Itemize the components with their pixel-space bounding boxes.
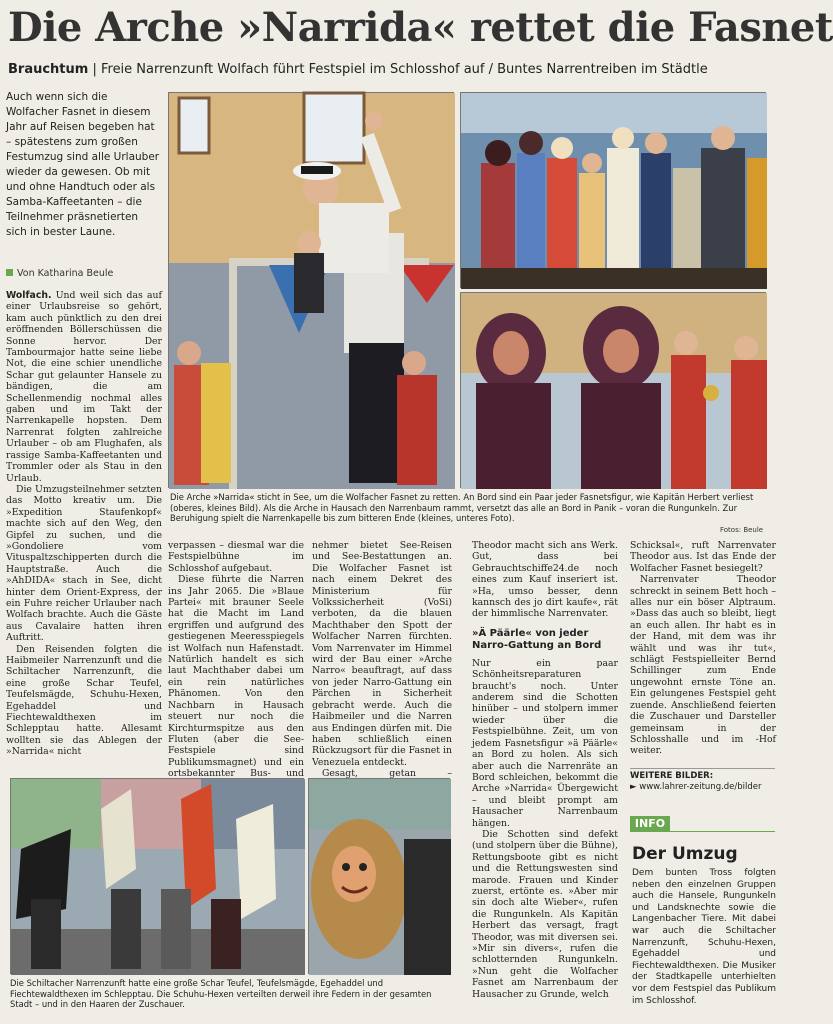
article-column-3 — [312, 540, 452, 780]
more-photos-heading: WEITERE BILDER: — [630, 768, 775, 782]
dateline: Wolfach. — [6, 290, 52, 301]
byline — [6, 268, 162, 279]
col4-paragraph-3: Die Schotten sind defekt (und stolpern über die Bühne), Rettungsboote gibt es nicht und die Rettungswesten sind marode. Frauen und Kinder zuerst, ertönte es. »Aber mir sin doch alte Wieber«, rufen die Rungunkeln. Als Kapitän Herbert das versagt, fragt Theodor, was mit diversen sei. »Mir sin divers«, rufen die schlotternden Rungunkeln. »Nun geht die Wolfacher Fasnet am Narrenbaum der Hausacher zu Grunde, welch — [472, 828, 618, 1000]
col1-paragraph-1: Und weil sich das auf einer Urlaubsreise so gehört, kam auch pünktlich zu den drei eröffnenden Böllerschüssen die Sonne hervor. Der Tambourmajor hatte seine liebe Not, die eine schier unendliche Schar gut gelaunter Hansele zu bändigen, die am Schellenmendig nochmal alles gaben und im Takt der Narrenkapelle hopsten. Dem Narrenrat folgten zahlreiche Urlauber – ob am Flughafen, als rassige Samba-Kaffeetanten und Trommler oder als Stau in den Urlaub. — [6, 290, 162, 484]
col4-subheading: »Ä Päärle« von jeder Narro-Gattung an Bord — [472, 627, 602, 651]
photo-credit: Fotos: Beule — [720, 526, 764, 534]
info-divider — [670, 831, 775, 832]
info-text: Dem bunten Tross folgten neben den einzelnen Gruppen auch die Hansele, Rungunkeln und Landsknechte sowie die Langenbacher Tiere. Mit dabei war auch die Schiltacher Narrenzunft, Schuhu-Hexen, Egehaddel und Fiechtewaldthexen. Die Musiker der Stadtkapelle unterhielten vor dem Festspiel das Publikum im Schlosshof. — [632, 868, 776, 1006]
info-badge: INFO — [630, 816, 670, 832]
col4-paragraph-1: Theodor macht sich ans Werk. Gut, dass bei Gebrauchtschiffe24.de noch eines zum Kauf inseriert ist. »Ha, umso besser, denn kannsch des jo dirt kaufe«, rät der himmlische Narrenvater. — [472, 540, 618, 620]
photo-schuhu-mask — [308, 778, 450, 974]
byline-marker-icon — [6, 269, 13, 276]
col1-paragraph-2: Die Umzugsteilnehmer setzten das Motto kreativ um. Die »Expedition Staufenkopf« machte sich auf den Weg, den Gipfel zu suchen, und die »Gondoliere vom Vituspaltzschipperten durch die Hauptstraße. Auch die »AhDIDA« stach in See, dicht hinter dem Orient-Express, der ein Fuhre reicher Urlauber nach Wolfach brachte. Auch die Gäste aus Cavalaire hatten ihren Auftritt. — [6, 483, 162, 644]
photo-flag-parade-image — [11, 779, 305, 975]
photo-schuhu-mask-image — [309, 779, 451, 975]
col2-paragraph-1: verpassen – diesmal war die Festspielbühne im Schlosshof aufgebaut. — [168, 540, 304, 574]
author-name: Von Katharina Beule — [17, 268, 114, 279]
article-column-1 — [6, 290, 162, 768]
col2-paragraph-2: Diese führte die Narren ins Jahr 2065. Die »Blaue Partei« mit brauner Seele hat die Macht im Land ergriffen und aufgrund des gestiegenen Meeresspiegels ist Wolfach nun Hafenstadt. Natürlich handelt es sich laut Machthaber dabei um ein rein natürliches Phänomen. Von den Nachbarn in Hausach steuert nur noch die Kirchturmspitze aus den Fluten (aber die See-Festspiele sind Publikumsmagnet) und ein ortsbekannter Bus- und — [168, 574, 304, 780]
photo-rungunkeln-band-image — [461, 293, 767, 489]
col5-paragraph-1: Schicksal«, ruft Narrenvater Theodor aus. Ist das Ende der Wolfacher Fasnet besiegelt? — [630, 540, 776, 574]
photo-captain-ark-image — [169, 93, 455, 489]
subheadline — [8, 62, 778, 77]
photo-flag-parade — [10, 778, 304, 974]
article-column-2 — [168, 540, 304, 780]
kicker: Brauchtum — [8, 62, 89, 77]
article-column-5 — [630, 540, 776, 762]
col5-paragraph-2: Narrenvater Theodor schreckt in seinem Bett hoch – alles nur ein böser Alptraum. »Dass das auch so bleibt, liegt an euch allen. Ihr habt es in der Hand, mit dem was ihr wählt und was ihr tut«, schlägt Festspielleiter Bernd Schillinger zum Ende ungewohnt ernste Töne an. Ein gelungenes Festspiel geht zuende. Anschließend feierten die Zuschauer und Darsteller gemeinsam in der Schlosshalle und im -Hof weiter. — [630, 574, 776, 757]
photo-stage-group — [460, 92, 766, 288]
lede-paragraph: Auch wenn sich die Wolfacher Fasnet in diesem Jahr auf Reisen begeben hat – spätestens zum großen Festumzug sind alle Urlauber wieder da gewesen. Ob mit und ohne Handtuch oder als Samba-Kaffeetanten – die Teilnehmer präsnetierten sich in bester Laune. — [6, 91, 160, 238]
more-photos-link[interactable]: ► www.lahrer-zeitung.de/bilder — [630, 782, 762, 792]
col4-paragraph-2: Nur ein paar Schönheitsreparaturen braucht's noch. Unter anderem sind die Schotten hinüber – und stolpern immer wieder über die Festspielbühne. Zeit, um von jedem Fasnetsfigur »ä Päärle« an Bord zu holen. Als sich aber auch die Narrenräte an Bord schleichen, bekommt die Arche »Narrida« Übergewicht – und bleibt prompt am Hausacher Narrenbaum hängen. — [472, 657, 618, 829]
photo-caption-top: Die Arche »Narrida« sticht in See, um die Wolfacher Fasnet zu retten. An Bord sind ein Paar jeder Fasnetsfigur, wie Kapitän Herbert verliest (oberes, kleines Bild). Als die Arche in Hausach den Narrenbaum rammt, versetzt das alle an Bord in Panik – voran die Rungunkeln. Zur Beruhigung spielt die Narrenkapelle bis zum bitteren Ende (kleines, unteres Foto). — [170, 492, 754, 523]
subheadline-text: | Freie Narrenzunft Wolfach führt Festspiel im Schlosshof auf / Buntes Narrentreiben im Städtle — [88, 62, 708, 77]
photo-caption-bottom: Die Schiltacher Narrenzunft hatte eine große Schar Teufel, Teufelsmägde, Egehaddel und Fiechtewaldthexen im Schlepptau. Die Schuhu-Hexen verteilten derweil ihre Federn in der gesamten Stadt – und in den Haaren der Zuschauer. — [10, 978, 432, 1009]
article-column-4 — [472, 540, 618, 1018]
photo-stage-group-image — [461, 93, 767, 289]
col1-paragraph-3: Den Reisenden folgten die Haibmeiler Narrenzunft und die Schiltacher Narrenzunft, die eine große Schar Teufel, Teufelsmägde, Schuhu-Hexen, Egehaddel und Fiechtewaldthexen im Schlepptau hatte. Allesamt wollten sie das Ablegen der »Narrida« nicht — [6, 643, 162, 758]
col3-paragraph-1: nehmer bietet See-Reisen und See-Bestattungen an. Die Wolfacher Fasnet ist nach einem Dekret des Ministerium für Volkssicherheit (VoSi) verboten, da die blauen Machthaber den Spott der Wolfacher Narren fürchten. Vom Narrenvater im Himmel wird der Bau einer »Arche Narro« beauftragt, auf dass von jeder Narro-Gattung ein Pärchen in Sicherheit gebracht werde. Auch die Haibmeiler und die Narren aus Endingen dürfen mit. Die haben schließlich einen Rückzugsort für die Fasnet in Venezuela entdeckt. — [312, 540, 452, 768]
col3-paragraph-2: Gesagt, getan – — [322, 768, 452, 780]
photo-captain-ark — [168, 92, 454, 488]
headline: Die Arche »Narrida« rettet die Fasnet — [8, 4, 833, 51]
more-photos-box — [630, 768, 775, 793]
info-title: Der Umzug — [632, 844, 738, 864]
photo-rungunkeln-band — [460, 292, 766, 488]
